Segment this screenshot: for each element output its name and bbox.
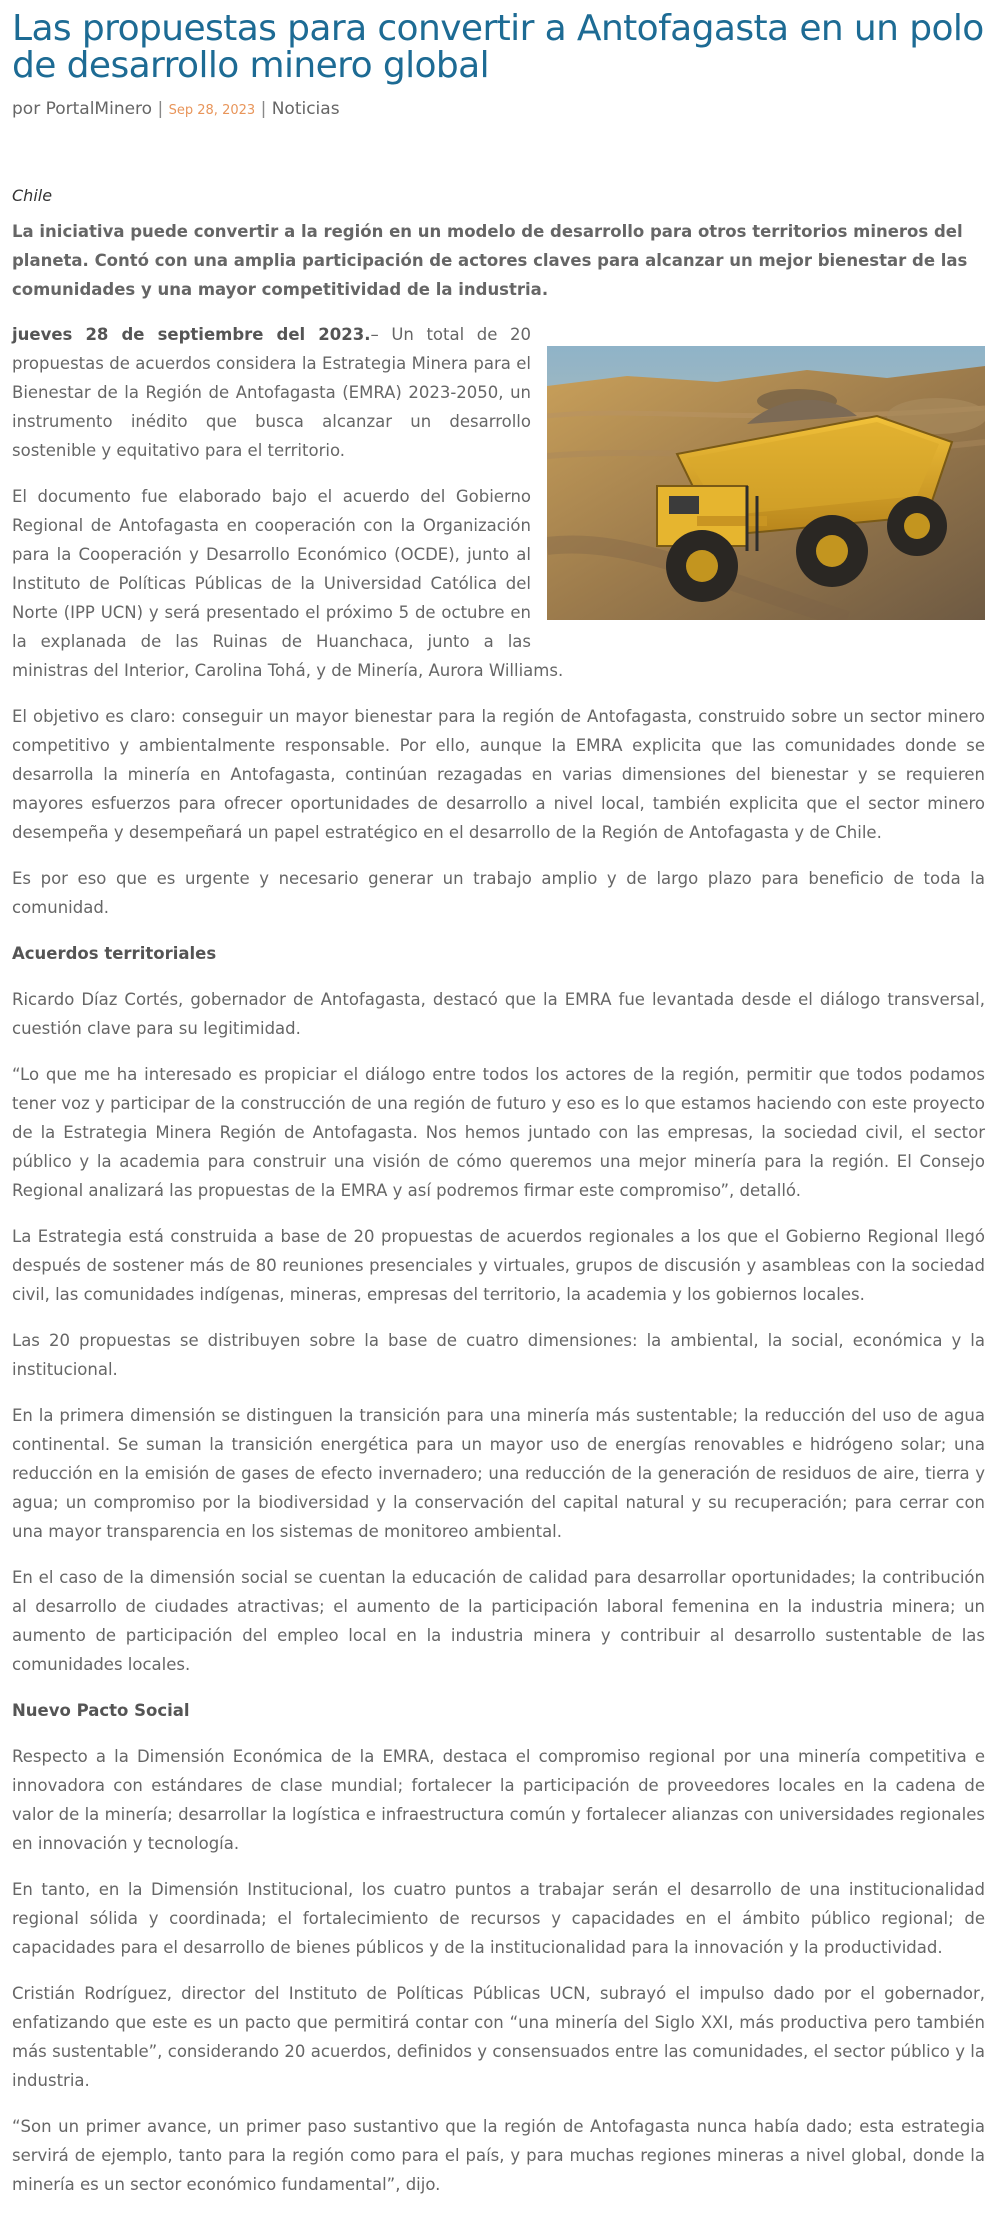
- article-dateline: jueves 28 de septiembre del 2023.: [12, 325, 371, 344]
- category-link[interactable]: Noticias: [271, 99, 340, 119]
- paragraph: Cristián Rodríguez, director del Instituto de Políticas Públicas UCN, subrayó el impulso dado por el gobernador, enfatizando que este es un pacto que permitirá contar con “una minería del Siglo XXI, más productiva pero también más sustentable”, considerando 20 acuerdos, definidos y consensuados entre las comunidades, el sector público y la industria.: [12, 1984, 985, 2090]
- location-label: Chile: [12, 186, 53, 205]
- mining-truck-photo: [547, 346, 985, 620]
- post-date: Sep 28, 2023: [168, 103, 256, 118]
- paragraph: Ricardo Díaz Cortés, gobernador de Antofagasta, destacó que la EMRA fue levantada desde el diálogo transversal, cuestión clave para su legitimidad.: [12, 990, 985, 1038]
- paragraph: En la primera dimensión se distinguen la transición para una minería más sustentable; la reducción del uso de agua continental. Se suman la transición energética para un mayor uso de energías renovables e hidrógeno solar; una reducción en la emisión de gases de efecto invernadero; una reducción de la generación de residuos de aire, tierra y agua; un compromiso por la biodiversidad y la conservación del capital natural y su recuperación; para cerrar con una mayor transparencia en los sistemas de monitoreo ambiental.: [12, 1406, 985, 1541]
- meta-separator: |: [260, 99, 267, 119]
- meta-separator: |: [157, 99, 164, 119]
- post-meta: [12, 99, 340, 119]
- article-lead: La iniciativa puede convertir a la región en un modelo de desarrollo para otros territorios mineros del planeta. Contó con una amplia participación de actores claves para alcanzar un mejor bienestar de las comunidades y una mayor competitividad de la industria.: [12, 222, 968, 299]
- page-title: Las propuestas para convertir a Antofagasta en un polo de desarrollo minero global: [12, 8, 984, 86]
- paragraph: El documento fue elaborado bajo el acuerdo del Gobierno Regional de Antofagasta en cooperación con la Organización para la Cooperación y Desarrollo Económico (OCDE), junto al Instituto de Políticas Públicas de la Universidad Católica del Norte (IPP UCN) y será presentado el próximo 5 de octubre en la explanada de las Ruinas de Huanchaca, junto a las ministras del Interior, Carolina Tohá, y de Minería, Aurora Williams.: [12, 487, 564, 680]
- paragraph: En el caso de la dimensión social se cuentan la educación de calidad para desarrollar oportunidades; la contribución al desarrollo de ciudades atractivas; el aumento de la participación laboral femenina en la industria minera; un aumento de participación del empleo local en la industria minera y contribuir al desarrollo sustentable de las comunidades locales.: [12, 1568, 985, 1674]
- paragraph: La Estrategia está construida a base de 20 propuestas de acuerdos regionales a los que el Gobierno Regional llegó después de sostener más de 80 reuniones presenciales y virtuales, grupos de discusión y asambleas con la sociedad civil, las comunidades indígenas, mineras, empresas del territorio, la academia y los gobiernos locales.: [12, 1227, 985, 1304]
- section-heading: Nuevo Pacto Social: [12, 1701, 190, 1720]
- article-body: [12, 320, 985, 2216]
- paragraph: “Lo que me ha interesado es propiciar el diálogo entre todos los actores de la región, permitir que todos podamos tener voz y participar de la construcción de una región de futuro y eso es lo que estamos haciendo con este proyecto de la Estrategia Minera Región de Antofagasta. Nos hemos juntado con las empresas, la sociedad civil, el sector público y la academia para construir una visión de cómo queremos una mejor minería para la región. El Consejo Regional analizará las propuestas de la EMRA y así podremos firmar este compromiso”, detalló.: [12, 1065, 985, 1200]
- paragraph: Las 20 propuestas se distribuyen sobre la base de cuatro dimensiones: la ambiental, la social, económica y la institucional.: [12, 1331, 985, 1379]
- paragraph: Es por eso que es urgente y necesario generar un trabajo amplio y de largo plazo para beneficio de toda la comunidad.: [12, 869, 985, 917]
- section-heading: Acuerdos territoriales: [12, 944, 217, 963]
- paragraph: El objetivo es claro: conseguir un mayor bienestar para la región de Antofagasta, construido sobre un sector minero competitivo y ambientalmente responsable. Por ello, aunque la EMRA explicita que las comunidades donde se desarrolla la minería en Antofagasta, continúan rezagadas en varias dimensiones del bienestar y se requieren mayores esfuerzos para ofrecer oportunidades de desarrollo a nivel local, también explicita que el sector minero desempeña y desempeñará un papel estratégico en el desarrollo de la Región de Antofagasta y de Chile.: [12, 707, 985, 842]
- author-link[interactable]: por PortalMinero: [12, 99, 153, 119]
- paragraph: Respecto a la Dimensión Económica de la EMRA, destaca el compromiso regional por una minería competitiva e innovadora con estándares de clase mundial; fortalecer la participación de proveedores locales en la cadena de valor de la minería; desarrollar la logística e infraestructura común y fortalecer alianzas con universidades regionales en innovación y tecnología.: [12, 1747, 985, 1853]
- mining-truck-photo-icon: [547, 346, 985, 620]
- paragraph-text: – Un total de 20 propuestas de acuerdos considera la Estrategia Minera para el Bienestar de la Región de Antofagasta (EMRA) 2023-2050, un instrumento inédito que busca alcanzar un desarrollo sostenible y equitativo para el territorio.: [12, 325, 531, 460]
- paragraph: “Son un primer avance, un primer paso sustantivo que la región de Antofagasta nunca había dado; esta estrategia servirá de ejemplo, tanto para la región como para el país, y para muchas regiones mineras a nivel global, donde la minería es un sector económico fundamental”, dijo.: [12, 2117, 985, 2194]
- paragraph: En tanto, en la Dimensión Institucional, los cuatro puntos a trabajar serán el desarrollo de una institucionalidad regional sólida y coordinada; el fortalecimiento de recursos y capacidades en el ámbito público regional; de capacidades para el desarrollo de bienes públicos y de la institucionalidad para la innovación y la productividad.: [12, 1880, 985, 1957]
